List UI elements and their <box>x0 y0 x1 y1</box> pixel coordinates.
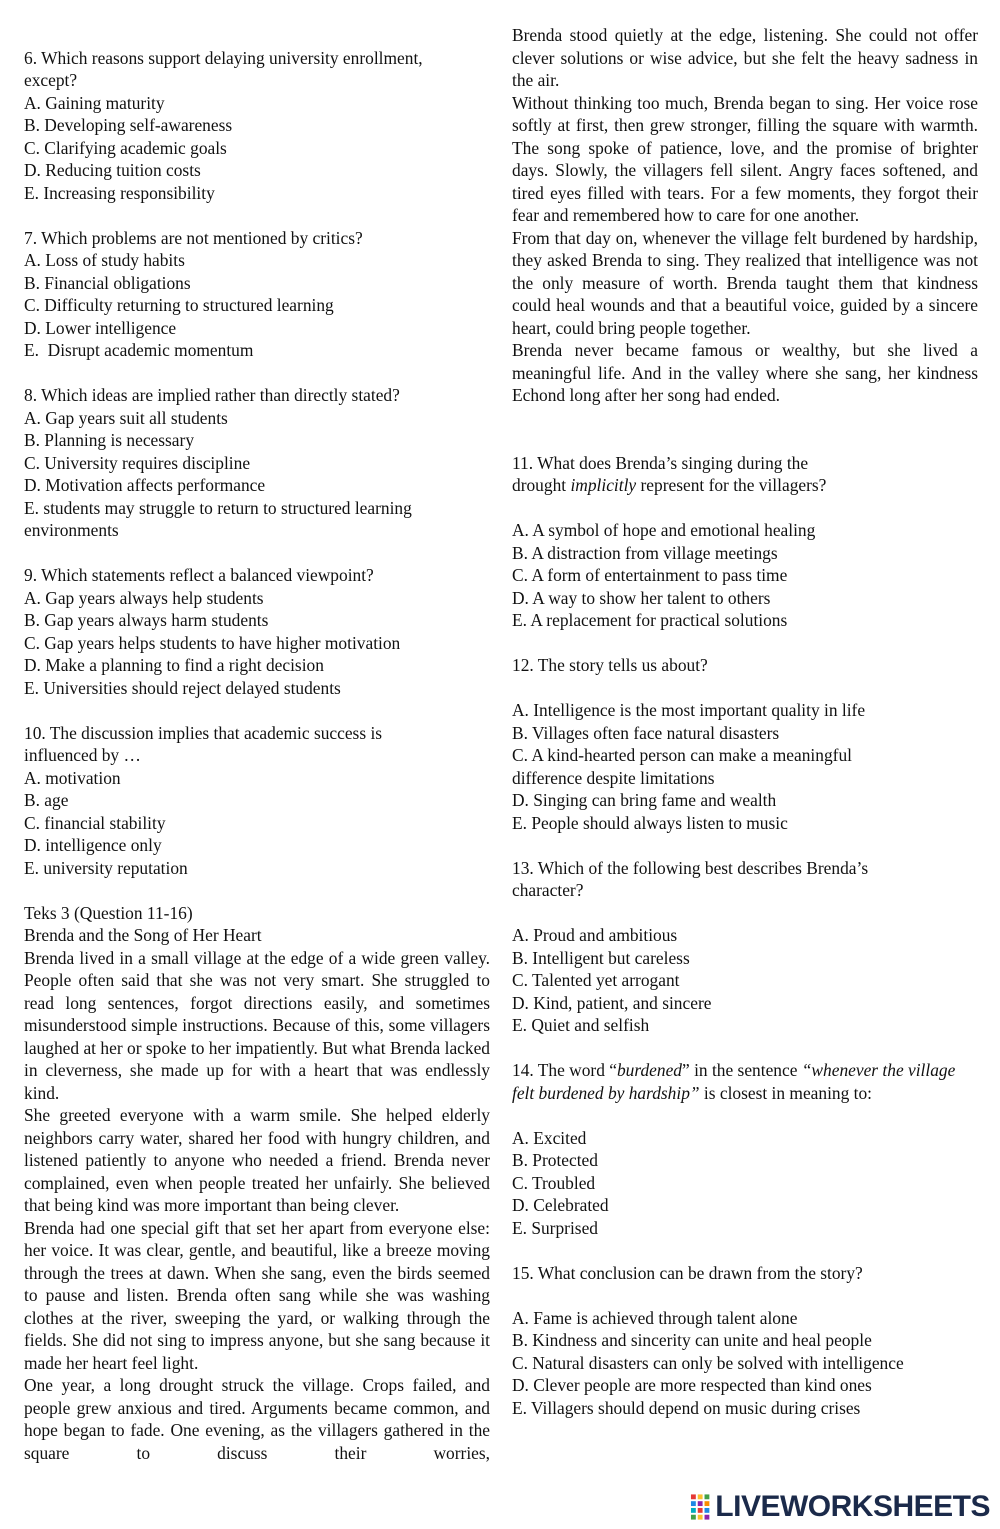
option-c: C. Difficulty returning to structured learning <box>24 295 334 315</box>
option-e: E. university reputation <box>24 857 188 878</box>
option-e: E. Surprised <box>512 1217 598 1238</box>
question-text: 12. The story tells us about? <box>512 655 708 675</box>
option-a: A. Fame is achieved through talent alone <box>512 1307 798 1328</box>
question-6 <box>24 47 490 205</box>
option-d: D. A way to show her talent to others <box>512 587 771 608</box>
right-column <box>512 24 978 1419</box>
text-3-passage <box>24 902 490 1465</box>
option-e: E. Disrupt academic momentum <box>24 340 254 360</box>
option-d: D. Clever people are more respected than kind ones <box>512 1375 872 1395</box>
option-b: B. Gap years always harm students <box>24 610 269 630</box>
option-c-continued: difference despite limitations <box>512 767 715 788</box>
option-e: E. Villagers should depend on music during crises <box>512 1397 861 1418</box>
option-c: C. Gap years helps students to have higher motivation <box>24 632 401 653</box>
liveworksheets-logo-icon <box>690 1493 711 1521</box>
question-text: 10. The discussion implies that academic success is <box>24 722 383 743</box>
option-a: A. motivation <box>24 767 121 788</box>
option-d: D. Reducing tuition costs <box>24 160 201 180</box>
option-c: C. Talented yet arrogant <box>512 970 680 990</box>
option-a: A. Intelligence is the most important quality in life <box>512 700 866 720</box>
option-e: E. students may struggle to return to structured learning <box>24 497 412 518</box>
story-paragraph: Without thinking too much, Brenda began to sing. Her voice rose softly at first, then grew stronger, filling the square with warmth. The song spoke of patience, love, and the promise of brighter days. Slowly, the villagers fell silent. Angry faces softened, and tired eyes filled with tears. For a few moments, they forgot their fear and remembered how to care for one another. <box>512 92 978 225</box>
question-15 <box>512 1262 978 1420</box>
passage-paragraph: Brenda lived in a small village at the edge of a wide green valley. People often said that she was not very smart. She struggled to read long sentences, forgot directions easily, and sometimes misunderstood simple instructions. Because of this, some villagers laughed at her or spoke to her impatiently. But what Brenda lacked in cleverness, she made up for with a heart that was endlessly kind. <box>24 947 490 1103</box>
question-text: 9. Which statements reflect a balanced viewpoint? <box>24 565 374 585</box>
passage-paragraph: One year, a long drought struck the village. Crops failed, and people grew anxious and tired. Arguments became common, and hope began to fade. One evening, as the villagers gathered in the square to discuss their worries, <box>24 1375 490 1463</box>
question-text: except? <box>24 70 78 90</box>
passage-title: Brenda and the Song of Her Heart <box>24 925 262 945</box>
option-b: B. age <box>24 790 69 810</box>
liveworksheets-logo <box>690 1490 990 1524</box>
question-text: influenced by … <box>24 745 141 765</box>
question-text: 6. Which reasons support delaying university enrollment, <box>24 47 423 68</box>
option-a: A. Proud and ambitious <box>512 925 678 945</box>
option-e: E. Universities should reject delayed students <box>24 677 341 698</box>
passage-heading: Teks 3 (Question 11-16) <box>24 902 193 923</box>
option-d: D. intelligence only <box>24 835 162 855</box>
option-d: D. Lower intelligence <box>24 317 177 338</box>
option-a: A. Gaining maturity <box>24 92 165 113</box>
question-text: 8. Which ideas are implied rather than directly stated? <box>24 385 400 405</box>
option-e: E. Quiet and selfish <box>512 1015 650 1035</box>
question-text: 11. What does Brenda’s singing during the <box>512 452 809 473</box>
option-c: C. Natural disasters can only be solved with intelligence <box>512 1352 904 1373</box>
option-c: C. A kind-hearted person can make a meaningful <box>512 745 852 765</box>
question-13 <box>512 857 978 1037</box>
question-11 <box>512 452 978 632</box>
quoted-sentence: “whenever the village felt burdened by hardship” <box>512 1060 956 1103</box>
option-d: D. Make a planning to find a right decision <box>24 655 324 675</box>
story-paragraph: From that day on, whenever the village felt burdened by hardship, they asked Brenda to sing. They realized that intelligence was not the only measure of worth. Brenda taught them that kindness could heal wounds and that a beautiful voice, guided by a sincere heart, could bring people together. <box>512 227 978 338</box>
option-d: D. Motivation affects performance <box>24 475 266 495</box>
option-a: A. Gap years suit all students <box>24 407 228 428</box>
question-12 <box>512 654 978 834</box>
option-c: C. financial stability <box>24 812 166 833</box>
question-7 <box>24 227 490 362</box>
story-paragraph: Brenda never became famous or wealthy, but she lived a meaningful life. And in the valley where she sang, her kindness Echond long after her song had ended. <box>512 340 978 405</box>
question-text-line-2: drought implicitly represent for the villagers? <box>512 475 827 495</box>
option-e-continued: environments <box>24 520 119 540</box>
option-b: B. Intelligent but careless <box>512 947 690 968</box>
emphasized-word: implicitly <box>570 475 637 495</box>
question-text: 13. Which of the following best describes Brenda’s <box>512 857 869 878</box>
passage-paragraph: Brenda had one special gift that set her apart from everyone else: her voice. It was clear, gentle, and beautiful, like a breeze moving through the trees at dawn. When she sang, even the birds seemed to pause and listen. Brenda often sang while she was washing clothes at the river, sweeping the yard, or walking through the fields. She did not sing to impress anyone, but she sang because it made her heart feel light. <box>24 1217 490 1373</box>
option-a: A. A symbol of hope and emotional healing <box>512 520 816 540</box>
question-8 <box>24 384 490 542</box>
option-b: B. Developing self-awareness <box>24 115 233 135</box>
option-c: C. Clarifying academic goals <box>24 137 227 158</box>
option-a: A. Gap years always help students <box>24 587 264 608</box>
option-b: B. Planning is necessary <box>24 430 195 450</box>
question-9 <box>24 564 490 699</box>
option-b: B. Financial obligations <box>24 272 191 293</box>
question-10 <box>24 722 490 880</box>
question-text: 7. Which problems are not mentioned by critics? <box>24 227 363 248</box>
option-c: C. Troubled <box>512 1172 596 1193</box>
liveworksheets-logo-text: LIVEWORKSHEETS <box>715 1489 990 1523</box>
option-b: B. Villages often face natural disasters <box>512 722 780 743</box>
option-b: B. A distraction from village meetings <box>512 542 778 563</box>
option-b: B. Kindness and sincerity can unite and heal people <box>512 1330 872 1350</box>
option-d: D. Singing can bring fame and wealth <box>512 790 777 810</box>
emphasized-word: burdened <box>616 1060 683 1080</box>
option-b: B. Protected <box>512 1150 598 1170</box>
option-c: C. University requires discipline <box>24 452 251 473</box>
option-d: D. Kind, patient, and sincere <box>512 992 712 1013</box>
option-e: E. A replacement for practical solutions <box>512 610 788 630</box>
passage-paragraph: She greeted everyone with a warm smile. She helped elderly neighbors carry water, shared her food with hungry children, and listened patiently to anyone who needed a friend. Brenda never complained, even when people treated her unfairly. She believed that being kind was more important than being clever. <box>24 1105 490 1215</box>
option-e: E. People should always listen to music <box>512 812 788 833</box>
question-text: 14. The word “burdened” in the sentence “whenever the village felt burdened by hardship” is closest in meaning to: <box>512 1060 956 1103</box>
story-continuation <box>512 24 978 407</box>
option-e: E. Increasing responsibility <box>24 182 215 203</box>
question-text: character? <box>512 880 584 900</box>
option-c: C. A form of entertainment to pass time <box>512 565 788 585</box>
option-a: A. Loss of study habits <box>24 250 185 270</box>
question-text: 15. What conclusion can be drawn from the story? <box>512 1262 863 1283</box>
option-d: D. Celebrated <box>512 1195 609 1215</box>
question-14 <box>512 1059 978 1239</box>
left-column <box>24 24 490 1464</box>
story-paragraph: Brenda stood quietly at the edge, listening. She could not offer clever solutions or wise advice, but she felt the heavy sadness in the air. <box>512 25 978 90</box>
option-a: A. Excited <box>512 1127 587 1148</box>
